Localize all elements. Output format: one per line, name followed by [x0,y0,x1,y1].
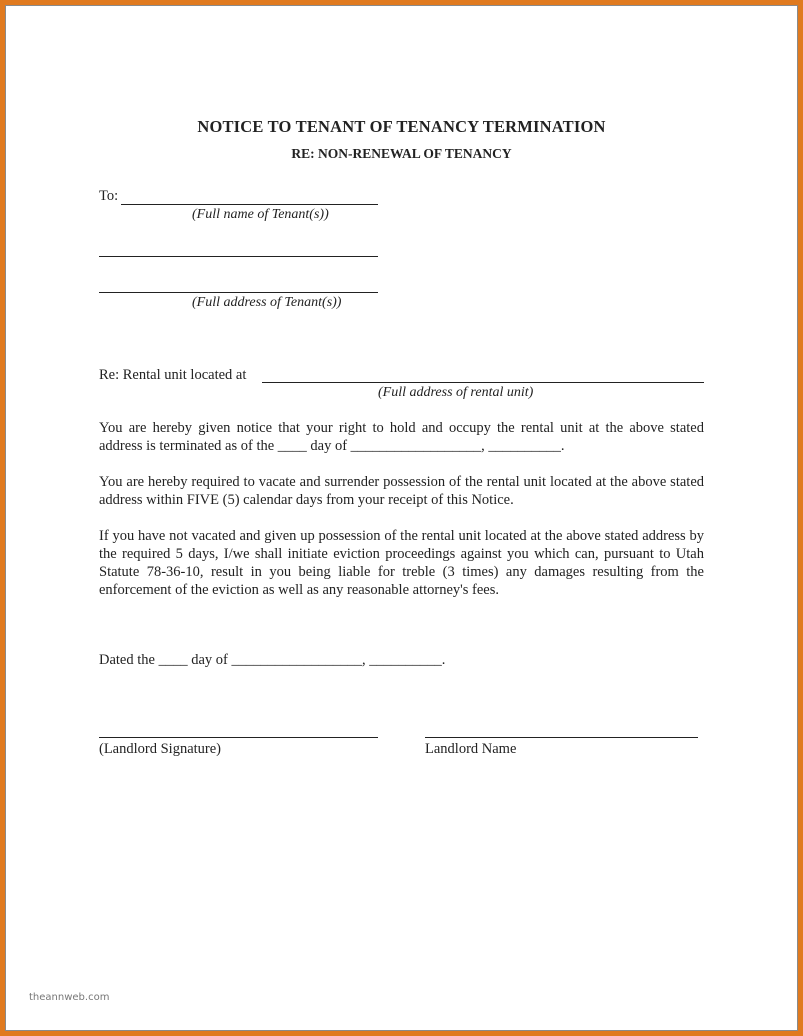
eviction-paragraph: If you have not vacated and given up possession of the rental unit located at the above stated address by the required 5 days, I/we shall initiate eviction proceedings against you which can, pursuant to Utah Statute 78-36-10, result in you being liable for treble (3 times) any damages resulting from the enforcement of the eviction as well as any reasonable attorney's fees. [99,528,704,598]
dated-line: Dated the ____ day of __________________, __________. [99,652,446,668]
rental-unit-label: Re: Rental unit located at [99,367,247,383]
tenant-name-line[interactable] [121,204,378,205]
landlord-signature-label: (Landlord Signature) [99,741,222,757]
rental-unit-address-line[interactable] [262,382,704,383]
watermark: theannweb.com [29,992,110,1003]
landlord-name-line[interactable] [425,737,698,738]
to-label: To: [99,188,119,204]
landlord-signature-line[interactable] [99,737,378,738]
tenant-address-line-1[interactable] [99,256,378,257]
vacate-paragraph: You are hereby required to vacate and surrender possession of the rental unit located at the above stated address within FIVE (5) calendar days from your receipt of this Notice. [99,474,704,508]
tenant-name-caption: (Full name of Tenant(s)) [192,207,329,222]
termination-paragraph: You are hereby given notice that your right to hold and occupy the rental unit at the above stated address is terminated as of the ____ day of __________________, __________. [99,420,704,454]
document-title: NOTICE TO TENANT OF TENANCY TERMINATION [197,117,606,136]
tenant-address-caption: (Full address of Tenant(s)) [192,295,342,310]
rental-unit-caption: (Full address of rental unit) [378,385,534,400]
tenant-address-line-2[interactable] [99,292,378,293]
document-subtitle: RE: NON-RENEWAL OF TENANCY [291,146,512,161]
landlord-name-label: Landlord Name [425,741,517,757]
